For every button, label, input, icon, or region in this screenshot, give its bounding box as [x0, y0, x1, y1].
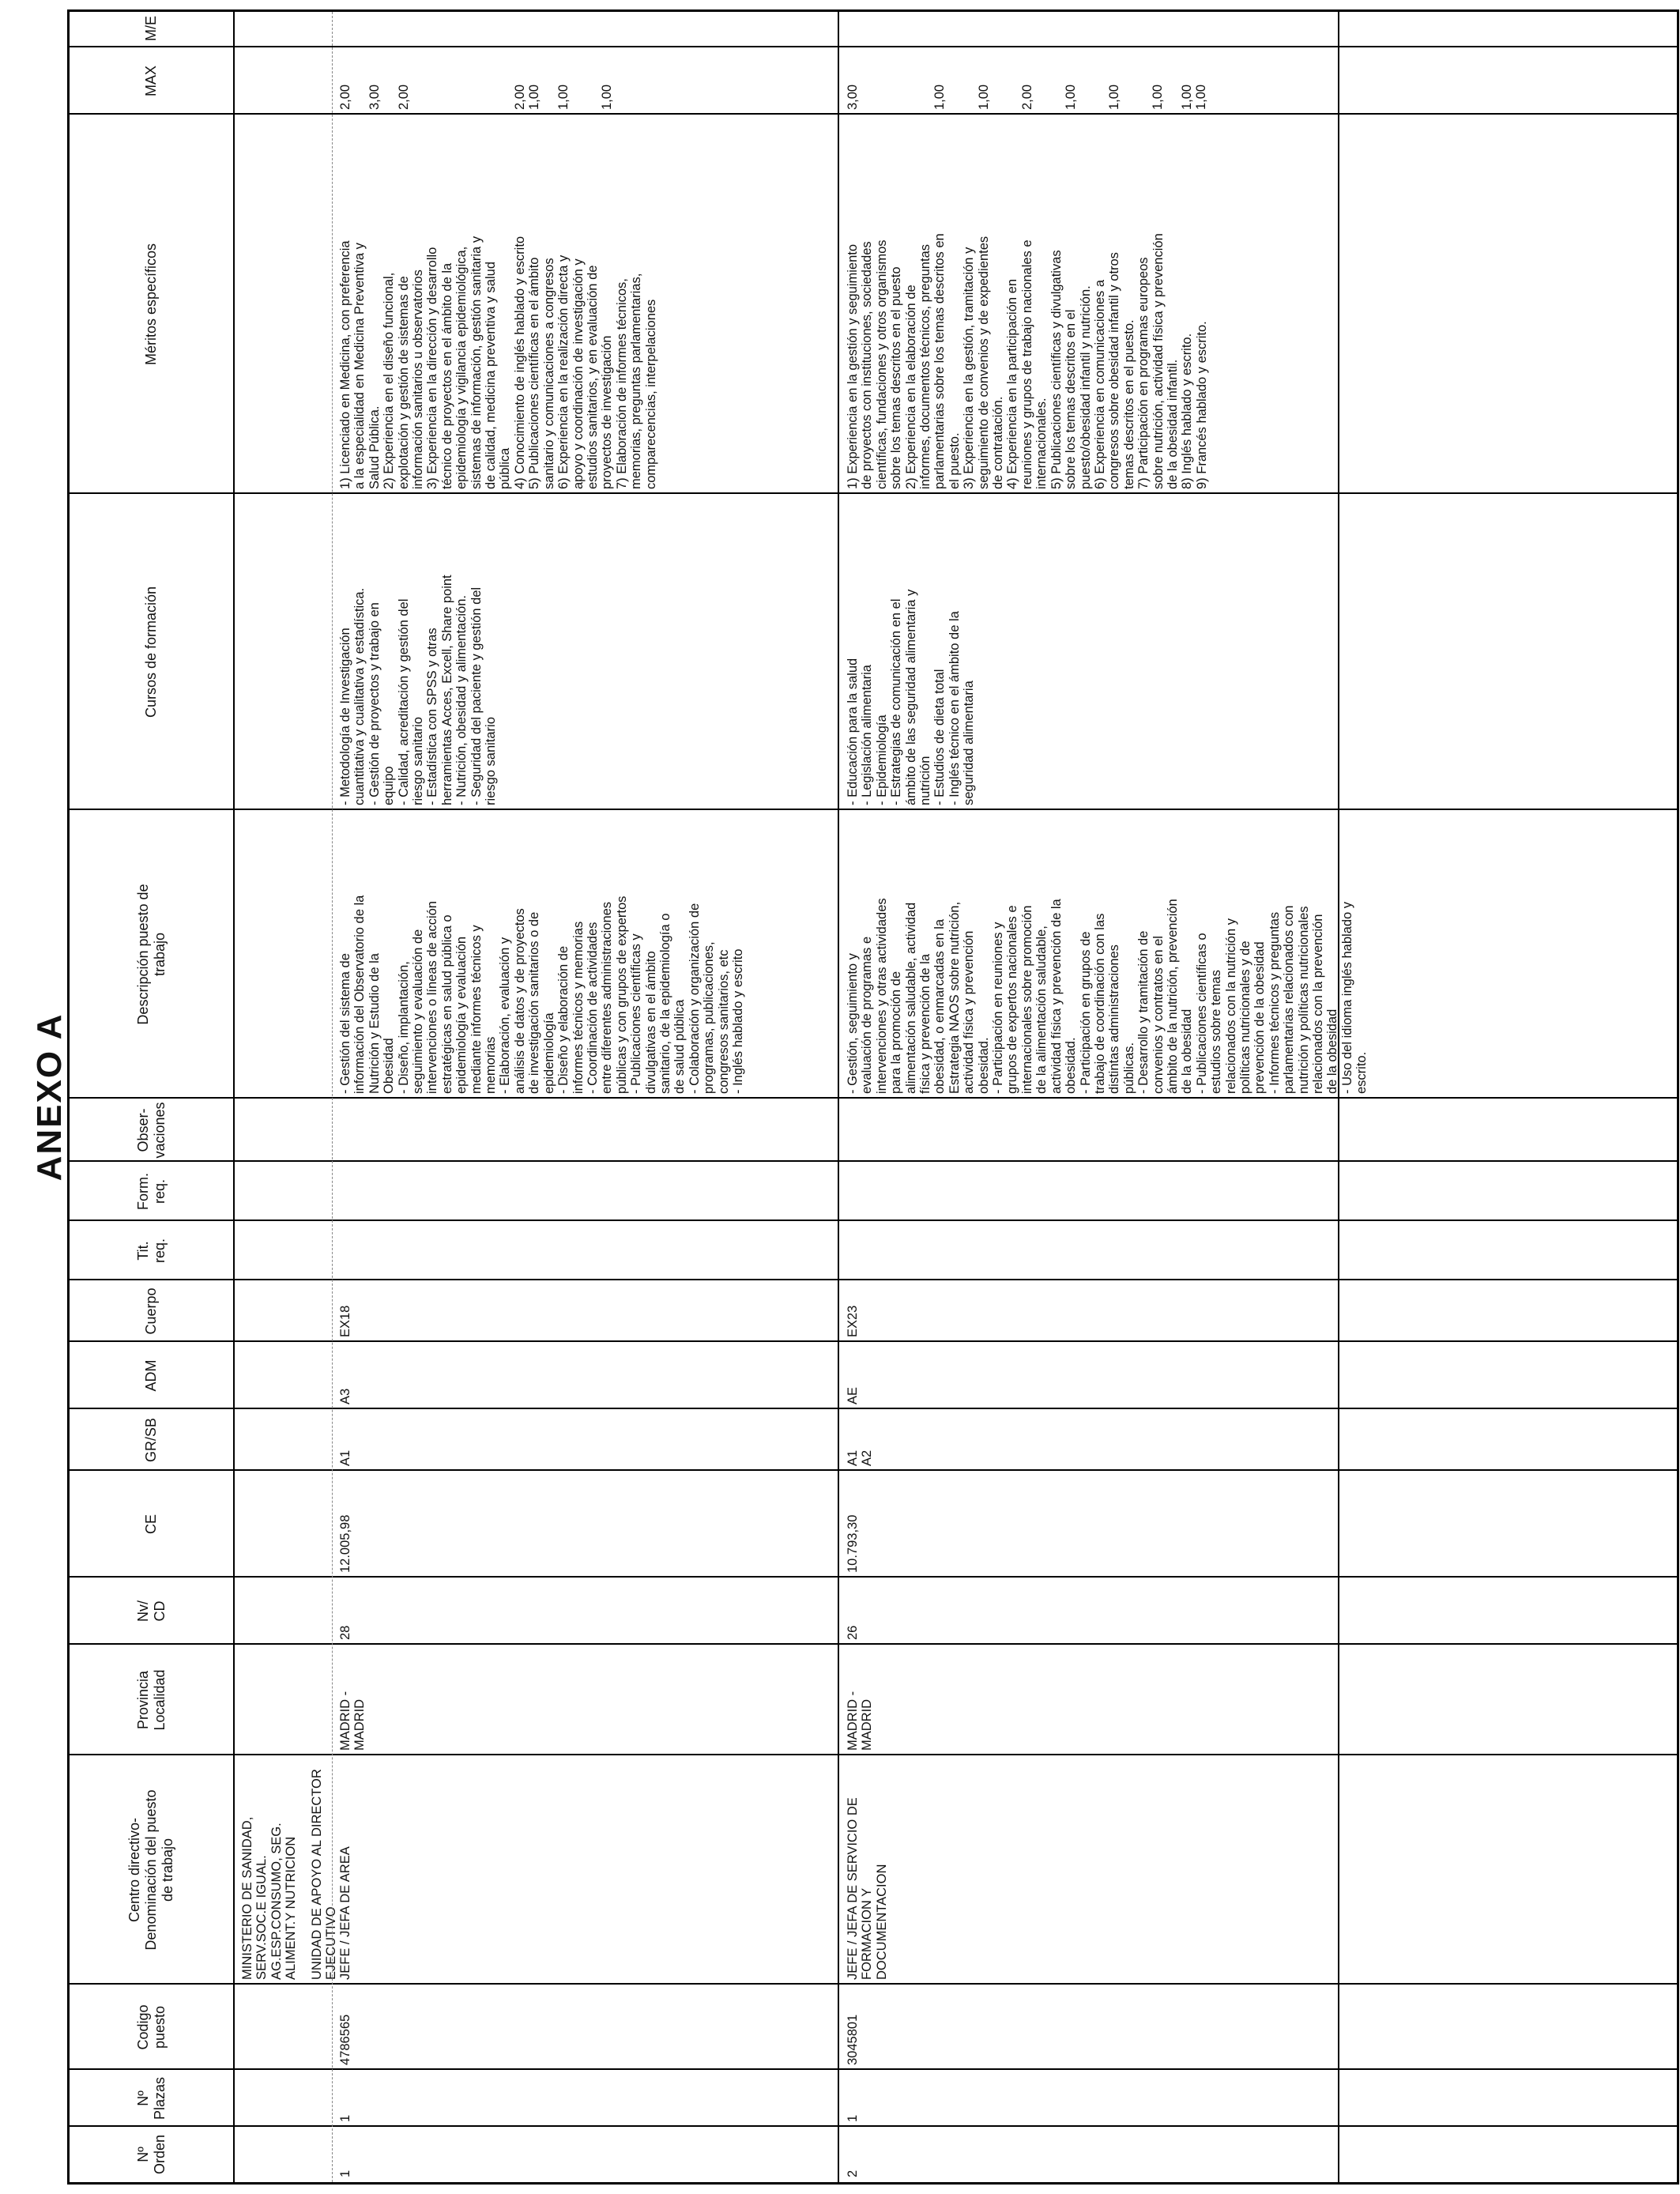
group-header-unit: UNIDAD DE APOYO AL DIRECTOR EJECUTIVO — [310, 1769, 339, 1980]
row1-centro: JEFE / JEFA DE AREA — [338, 1846, 352, 1980]
max-score — [991, 52, 1005, 110]
row2-orden: 2 — [846, 2169, 860, 2177]
max-score: 3,00 — [846, 84, 860, 110]
max-score — [1166, 52, 1180, 110]
row1-nivel: 28 — [338, 1625, 352, 1640]
row2-provincia: MADRID - MADRID — [846, 1691, 875, 1751]
col-divider — [70, 1220, 1677, 1221]
header-orden: Nº Orden — [134, 2134, 168, 2175]
max-score — [1093, 52, 1107, 110]
header-codigo: Codigo puesto — [134, 2004, 168, 2050]
row1-plazas: 1 — [338, 2114, 352, 2122]
row1-grupo: A1 — [338, 1449, 352, 1466]
page-title: ANEXO A — [30, 1012, 69, 1182]
max-score: 2,00 — [512, 84, 527, 110]
row1-descripcion: - Gestión del sistema de información del Observatorio de la Nutrición y Estudio de la Obesidad - Diseño, implantación, seguimiento y evaluación de intervenciones o líneas de acción estratégicas en salud pública o epidemiología y evaluación mediante informes técnicos y memorias - Elaboración, evaluación y análisis de datos y de proyectos de investigación sanitarios o de epidemiología - Diseño y elaboración de informes técnicos y memorias - Coordinación de actividades entre diferentes administraciones públicas y con grupos de expertos - Publicaciones científicas y divulgativas en el ámbito sanitario, de la epidemiología o de salud pública - Colaboración y organización de programas, publicaciones, congresos sanitarios, etc - Inglés hablado y escrito — [338, 895, 745, 1094]
header-cuerpo: Cuerpo — [143, 1287, 159, 1335]
row2-adm: AE — [846, 1386, 860, 1404]
row1-codigo: 4786565 — [338, 2014, 352, 2065]
max-score — [411, 52, 425, 110]
max-score — [947, 52, 962, 110]
row2-centro: JEFE / JEFA DE SERVICIO DE FORMACION Y DOCUMENTACION — [846, 1797, 889, 1980]
max-score: 1,00 — [1107, 84, 1122, 110]
max-score: 2,00 — [396, 84, 411, 110]
header-ce: CE — [143, 1514, 159, 1535]
row1-max — [335, 47, 778, 115]
max-score — [1136, 52, 1151, 110]
max-score — [1121, 52, 1136, 110]
row1-cuerpo: EX18 — [338, 1305, 352, 1337]
max-score — [875, 52, 889, 110]
max-score: 1,00 — [932, 84, 947, 110]
max-score — [454, 52, 469, 110]
max-score — [1034, 52, 1049, 110]
row2-grupo: A1 A2 — [846, 1449, 875, 1466]
row2-cuerpo: EX23 — [846, 1305, 860, 1337]
row2-descripcion: - Gestión, seguimiento y evaluación de programas e intervenciones y otras actividades para la promoción de alimentación saludable, actividad física y prevención de la obesidad, o enmarcadas en la Estrategia NAOS sobre nutrición, actividad física y prevención obesidad. - Participación en reuniones y grupos de expertos nacionales e internacionales sobre promoción de la alimentación saludable, actividad física y prevención de la obesidad. - Participación en grupos de trabajo de coordinación con las distintas administraciones públicas. - Desarrollo y tramitación de convenios y contratos en el ámbito de la nutrición, prevención de la obesidad - Publicaciones científicas o estudios sobre temas relacionados con la nutrición y políticas nutricionales y de prevención de la obesidad - Informes técnicos y preguntas parlamentarias relacionados con nutrición y políticas nutricionales relacionados con la prevención de la obesidad - Uso del idioma inglés hablado y escrito. — [846, 898, 1369, 1094]
max-score — [1005, 52, 1019, 110]
max-score: 2,00 — [1019, 84, 1034, 110]
max-score: 1,00 — [1179, 84, 1194, 110]
header-me: M/E — [143, 16, 159, 42]
max-score: 1,00 — [1063, 84, 1078, 110]
max-score — [962, 52, 976, 110]
max-score: 1,00 — [600, 84, 615, 110]
row2-codigo: 3045801 — [846, 2014, 860, 2065]
max-score: 1,00 — [1194, 84, 1209, 110]
max-score: 1,00 — [556, 84, 571, 110]
max-score — [889, 52, 903, 110]
header-titulacion: Tit. req. — [134, 1238, 168, 1264]
max-score — [440, 52, 454, 110]
row-divider — [1338, 12, 1339, 2182]
header-descripcion: Descripción puesto de trabajo — [134, 884, 168, 1025]
row2-cursos: - Educación para la salud - Legislación alimentaria - Epidemiología - Estrategias de comunicación en el ámbito de las seguridad alimentaria y nutrición - Estudios de dieta total - Inglés técnico en el ámbito de la seguridad alimentaria — [846, 589, 977, 805]
header-observaciones: Obser- vaciones — [134, 1102, 168, 1159]
header-meritos: Méritos específicos — [143, 243, 159, 366]
header-centro: Centro directivo- Denominación del puesto de trabajo — [126, 1789, 175, 1951]
row1-meritos: 1) Licenciado en Medicina, con preferencia a la especialidad en Medicina Preventiva y Salud Pública. 2) Experiencia en el diseño funcional, explotación y gestión de sistemas de información sanitarios u observatorios 3) Experiencia en la dirección y desarrollo técnico de proyectos en el ámbito de la epidemiología y vigilancia epidemiológica, sistemas de información, gestión sanitaria y de calidad, medicina preventiva y salud pública 4) Conocimiento de inglés hablado y escrito 5) Publicaciones científicas en el ámbito sanitario y comunicaciones a congresos 6) Experiencia en la realización directa y apoyo y coordinación de investigación y estudios sanitarios, y en evaluación de proyectos de investigación 7) Elaboración de informes técnicos, memorias, preguntas parlamentarias, comparecencias, interpelaciones — [338, 236, 658, 489]
positions-table — [67, 9, 1679, 2185]
row1-adm: A3 — [338, 1388, 352, 1404]
max-score — [1078, 52, 1092, 110]
row2-ce: 10.793,30 — [846, 1514, 860, 1573]
max-score: 1,00 — [1151, 84, 1166, 110]
group-header-ministry: MINISTERIO DE SANIDAD, SERV.SOC.E IGUAL. AG.ESP.CONSUMO, SEG. ALIMENT.Y NUTRICION — [240, 1816, 299, 1980]
row2-max — [842, 47, 1396, 115]
header-adm: ADM — [143, 1359, 159, 1392]
max-score — [571, 52, 585, 110]
header-nivel: Nv/ CD — [134, 1600, 168, 1622]
max-score: 1,00 — [527, 84, 542, 110]
max-score — [382, 52, 396, 110]
row1-provincia: MADRID - MADRID — [338, 1691, 367, 1751]
row-divider — [332, 12, 333, 2182]
header-provincia: Provincia Localidad — [134, 1669, 168, 1731]
row1-cursos: - Metodología de Investigación cuantitativa y cualitativa y estadística. - Gestión de proyectos y trabajo en equipo - Calidad, acreditación y gestión del riesgo sanitario - Estadística con SPSS y otras herramientas Acces, Excell, Share point - Nutrición, obesidad y alimentación. - Seguridad del paciente y gestión del riesgo sanitario — [338, 575, 499, 805]
max-score: 1,00 — [976, 84, 991, 110]
max-score: 2,00 — [338, 84, 352, 110]
max-score — [484, 52, 498, 110]
max-score — [352, 52, 367, 110]
max-score — [918, 52, 932, 110]
row2-plazas: 1 — [846, 2114, 860, 2122]
max-score — [498, 52, 512, 110]
row2-meritos: 1) Experiencia en la gestión y seguimiento de proyectos con instituciones, sociedades científicas, fundaciones y otros organismos sobre los temas descritos en el puesto 2) Experiencia en la elaboración de informes, documentos técnicos, preguntas parlamentarias sobre los temas descritos en el puesto. 3) Experiencia en la gestión, tramitación y seguimiento de convenios y de expedientes de contratación. 4) Experiencia en la participación en reuniones y grupos de trabajo nacionales e internacionales. 5) Publicaciones científicas y divulgativas sobre los temas descritos en el puesto/obesidad infantil y nutrición. 6) Experiencia en comunicaciones a congresos sobre obesidad infantil y otros temas descritos en el puesto. 7) Participación en programas europeos sobre nutrición, actividad física y prevención de la obesidad infantil. 8) Inglés hablado y escrito. 9) Francés hablado y escrito. — [846, 233, 1209, 489]
max-score — [1049, 52, 1063, 110]
row-divider — [838, 12, 839, 2182]
header-cursos: Cursos de formación — [143, 586, 159, 718]
row1-orden: 1 — [338, 2169, 352, 2177]
max-score — [541, 52, 556, 110]
max-score — [469, 52, 484, 110]
max-score — [586, 52, 600, 110]
max-score — [904, 52, 918, 110]
max-score — [860, 52, 874, 110]
header-formacion: Form. req. — [134, 1173, 168, 1210]
header-grupo: GR/SB — [143, 1418, 159, 1463]
header-plazas: Nº Plazas — [134, 2076, 168, 2120]
max-score — [425, 52, 439, 110]
row1-ce: 12.005,98 — [338, 1514, 352, 1573]
col-divider — [70, 1160, 1677, 1162]
max-score: 3,00 — [367, 84, 382, 110]
header-max: MAX — [143, 66, 159, 97]
row2-nivel: 26 — [846, 1625, 860, 1640]
